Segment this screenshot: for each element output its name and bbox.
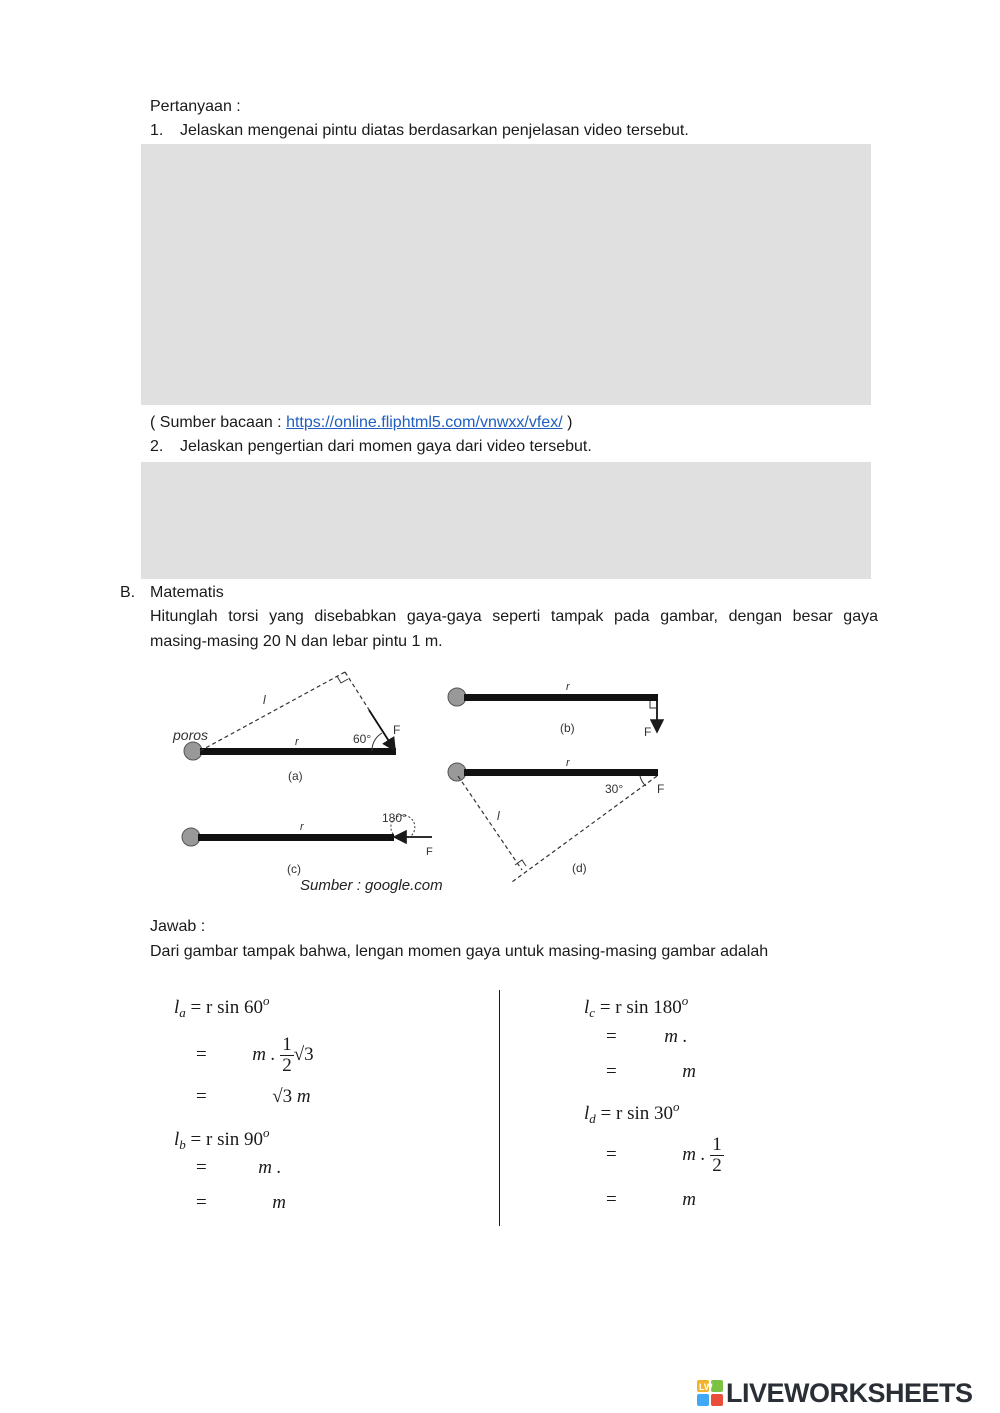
lever-arm-a (200, 672, 345, 751)
answer-heading: Jawab : (150, 918, 206, 935)
r-label-c: r (300, 821, 304, 833)
eq-ld-line-3 (606, 1188, 696, 1212)
la-answer-input[interactable] (211, 1087, 267, 1109)
ld-degree: o (673, 1099, 680, 1114)
torque-figure (160, 660, 700, 900)
caption-a: (a) (288, 769, 303, 783)
pivot-b (448, 688, 466, 706)
answer-input-1[interactable] (141, 144, 871, 405)
pivot-c (182, 828, 200, 846)
source-line (150, 413, 572, 433)
lc-symbol: l (584, 997, 590, 1018)
ld-rhs: = r sin 30 (600, 1103, 673, 1124)
la-frac-den: 2 (282, 1055, 292, 1076)
lb-equals-2: = (196, 1157, 207, 1178)
right-angle-d (515, 860, 526, 866)
eq-ld-line-1 (584, 1095, 680, 1131)
eq-la-line-3 (196, 1085, 311, 1109)
lc-degree: o (681, 993, 689, 1008)
liveworksheets-brand: LIVEWORKSHEETS (726, 1377, 973, 1408)
section-b-letter: B. (120, 584, 136, 601)
logo-lw-letters: LW (699, 1382, 713, 1392)
eq-lc-line-3 (606, 1060, 696, 1084)
diagram-a (172, 672, 400, 783)
answer-box-2[interactable] (141, 462, 871, 579)
la-m-dot: m . (252, 1043, 276, 1065)
answer-input-2[interactable] (141, 462, 871, 579)
ld-subscript: d (589, 1111, 596, 1126)
la-degree: o (263, 993, 270, 1008)
source-prefix: ( Sumber bacaan : (150, 414, 287, 431)
lc-factor-input[interactable] (692, 1027, 748, 1049)
diagram-c (182, 811, 443, 894)
eq-ld-line-2 (606, 1135, 724, 1176)
la-equals-2: = (196, 1043, 207, 1065)
lever-arm-d (458, 776, 522, 870)
angle-label-c: 180° (382, 811, 407, 825)
lb-symbol: l (174, 1129, 180, 1150)
la-rhs: = r sin 60 (190, 997, 263, 1018)
eq-lb-line-3 (196, 1191, 286, 1215)
answer-intro: Dari gambar tampak bahwa, lengan momen gaya untuk masing-masing gambar adalah (150, 943, 769, 960)
eq-lc-line-2 (606, 1025, 748, 1049)
door-bar-d (464, 769, 658, 776)
diagram-d (448, 757, 664, 882)
column-divider (499, 990, 500, 1226)
la-subscript: a (179, 1005, 186, 1020)
answer-box-1[interactable] (141, 144, 871, 405)
section-b-title: Matematis (150, 584, 224, 601)
lc-rhs: = r sin 180 (599, 997, 682, 1018)
ld-answer-input[interactable] (621, 1190, 677, 1212)
question-2-text: Jelaskan pengertian dari momen gaya dari video tersebut. (180, 438, 592, 455)
f-label-d: F (657, 782, 665, 796)
eq-lb-line-2 (196, 1156, 342, 1180)
angle-label-a: 60° (353, 732, 372, 746)
eq-lb-line-1 (174, 1121, 270, 1157)
f-label-b: F (644, 725, 652, 739)
ld-m-dot: m . (682, 1143, 706, 1165)
door-bar-c (198, 834, 394, 841)
door-bar-b (464, 694, 658, 701)
r-label-d: r (566, 757, 570, 769)
lb-degree: o (263, 1125, 270, 1140)
lc-equals-2: = (606, 1026, 617, 1047)
diagram-b (448, 681, 658, 739)
lb-answer-input[interactable] (211, 1193, 267, 1215)
lc-m-dot: m . (664, 1026, 688, 1047)
poros-label: poros (173, 727, 209, 743)
lb-rhs: = r sin 90 (190, 1129, 263, 1150)
ld-unit-m: m (682, 1189, 696, 1210)
pivot-d (448, 763, 466, 781)
f-label-c: F (426, 846, 433, 858)
right-angle-b (650, 701, 657, 708)
caption-c: (c) (287, 862, 301, 876)
ld-symbol: l (584, 1103, 590, 1124)
f-label-a: F (393, 723, 401, 737)
ld-fraction-half (710, 1135, 724, 1176)
lb-subscript: b (179, 1137, 186, 1152)
right-angle-a (337, 676, 348, 683)
caption-d: (d) (572, 861, 587, 875)
lc-equals-3: = (606, 1061, 617, 1082)
section-b-line-2: masing-masing 20 N dan lebar pintu 1 m. (150, 633, 443, 650)
door-bar-a (200, 748, 396, 755)
question-1-text: Jelaskan mengenai pintu diatas berdasarkan penjelasan video tersebut. (180, 122, 689, 139)
eq-lc-line-1 (584, 989, 688, 1025)
lb-factor-input[interactable] (286, 1158, 342, 1180)
pivot-a (184, 742, 202, 760)
source-suffix: ) (562, 414, 573, 431)
la-fraction-half (280, 1035, 294, 1076)
liveworksheets-logo-icon (697, 1380, 723, 1406)
la-equals-3: = (196, 1086, 207, 1107)
question-1-number: 1. (150, 122, 164, 139)
r-label-b: r (566, 681, 570, 693)
la-root-result: √3 (272, 1086, 293, 1107)
section-b-line-1: Hitunglah torsi yang disebabkan gaya-gaya seperti tampak pada gambar, dengan besar gaya (150, 608, 878, 625)
eq-la-line-2 (196, 1035, 314, 1076)
lb-m-dot: m . (258, 1157, 282, 1178)
lc-answer-input[interactable] (621, 1062, 677, 1084)
ld-equals-2: = (606, 1143, 617, 1165)
eq-la-line-1 (174, 989, 270, 1025)
lb-equals-3: = (196, 1192, 207, 1213)
source-link[interactable]: https://online.fliphtml5.com/vnwxx/vfex/ (286, 414, 563, 431)
l-label-a: l (263, 693, 266, 707)
lb-unit-m: m (272, 1192, 286, 1213)
la-symbol: l (174, 997, 180, 1018)
caption-b: (b) (560, 721, 575, 735)
ld-frac-den: 2 (712, 1155, 722, 1176)
angle-label-d: 30° (605, 782, 624, 796)
lc-unit-m: m (682, 1061, 696, 1082)
angle-arc-d (640, 776, 646, 786)
question-2-number: 2. (150, 438, 164, 455)
l-label-d: l (497, 809, 500, 823)
ld-frac-num: 1 (712, 1134, 722, 1155)
la-root-3: √3 (293, 1043, 314, 1065)
figure-credit: Sumber : google.com (300, 877, 443, 894)
ld-equals-3: = (606, 1189, 617, 1210)
ld-factor-input[interactable] (621, 1145, 677, 1167)
questions-heading: Pertanyaan : (150, 98, 241, 115)
la-frac-num: 1 (282, 1034, 292, 1055)
r-label-a: r (295, 736, 299, 748)
lc-subscript: c (589, 1005, 596, 1020)
liveworksheets-logo (697, 1377, 973, 1409)
la-unit-m: m (296, 1086, 311, 1107)
